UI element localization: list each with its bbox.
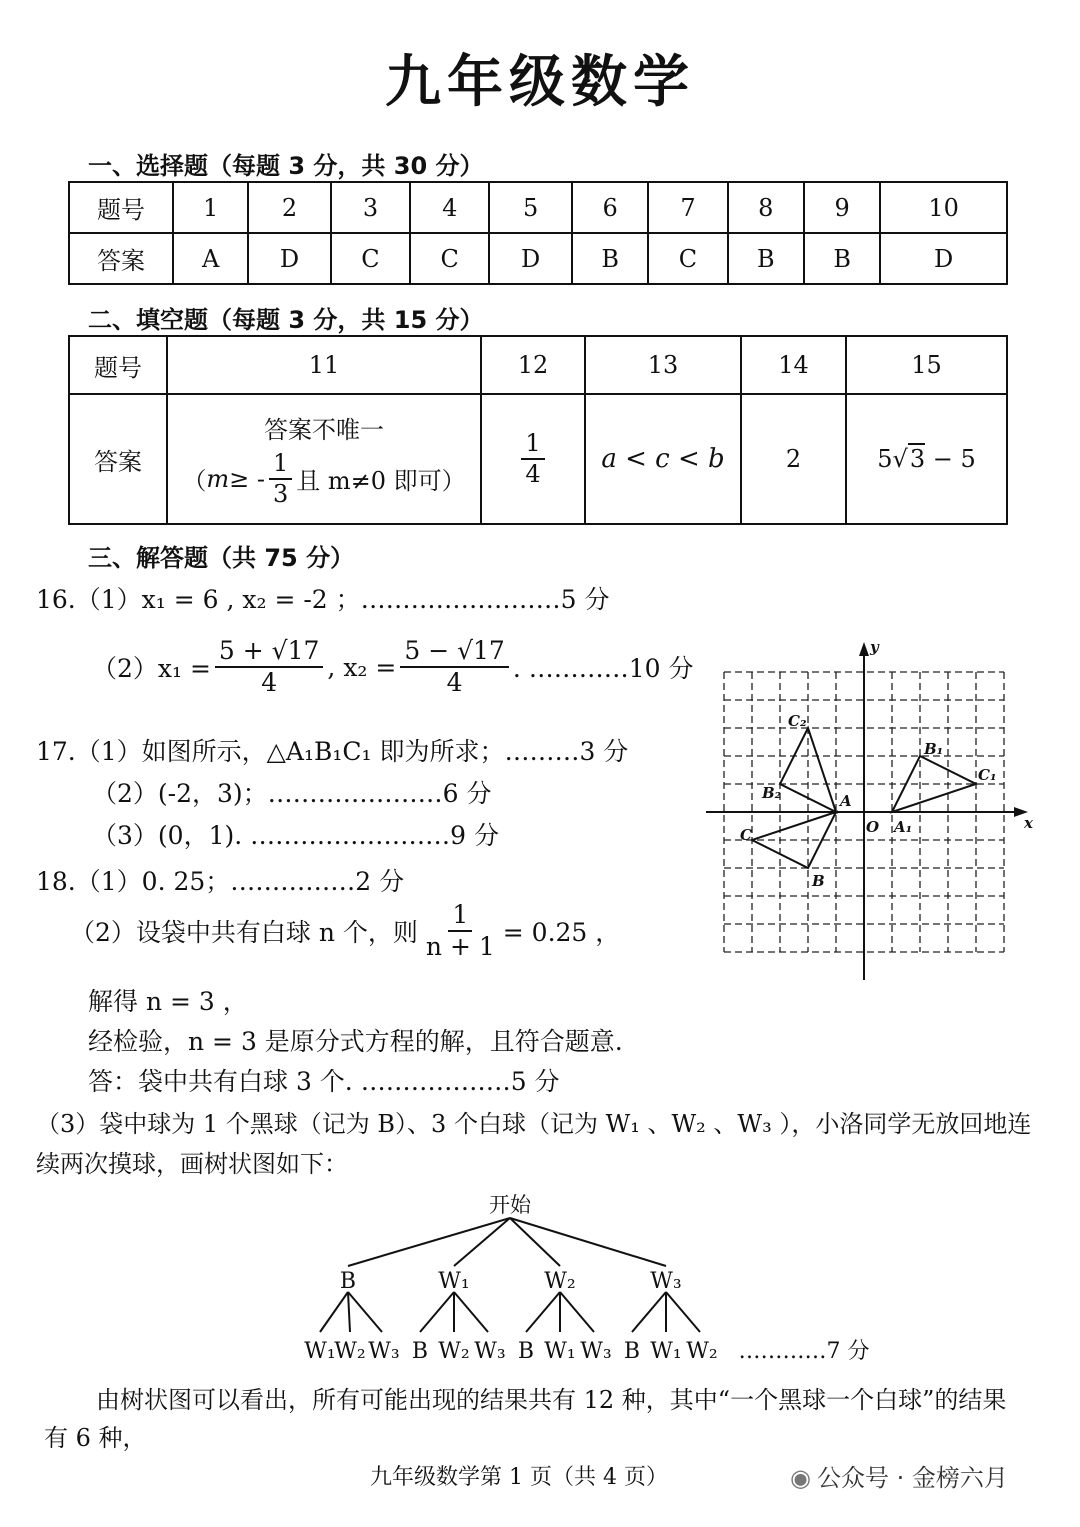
- cell-number: 15: [846, 336, 1007, 394]
- cell-answer: B: [728, 233, 804, 284]
- coordinate-grid-figure: [700, 636, 1040, 986]
- label-B1: B₁: [924, 740, 944, 758]
- cell-number: 1: [173, 182, 248, 233]
- tree-leaf: B: [411, 1339, 429, 1364]
- answer-15-radicand: 3: [909, 445, 926, 473]
- label-C: C: [740, 826, 752, 844]
- cell-answer: C: [410, 233, 489, 284]
- q18-part2: [70, 900, 620, 962]
- fill-answer-table: [68, 335, 1008, 525]
- section2-heading: 二、填空题（每题 3 分，共 15 分）: [88, 306, 484, 334]
- y-axis-arrow-icon: [859, 642, 869, 656]
- q18-part3-line1: （3）袋中球为 1 个黑球（记为 B）、3 个白球（记为 W₁ 、W₂ 、W₃ ），小洛同学无放回地连: [36, 1110, 1032, 1138]
- cell-number: 5: [489, 182, 572, 233]
- cell-answer: A: [173, 233, 248, 284]
- cell-answer: D: [880, 233, 1007, 284]
- answer-14: 2: [741, 394, 846, 524]
- tree-node-level1: W₁: [438, 1269, 470, 1294]
- fraction-numerator: 1: [269, 449, 292, 480]
- label-B: B: [812, 872, 825, 890]
- cell-number: 7: [648, 182, 727, 233]
- tree-leaf: B: [517, 1339, 535, 1364]
- answer-11: [167, 394, 481, 524]
- q16-part2-score: . …………10 分: [512, 654, 694, 683]
- q17-part2: （2）(-2，3)；…………………6 分: [92, 779, 492, 808]
- tree-node-level1: W₂: [544, 1269, 576, 1294]
- tree-leaf: W₃: [368, 1339, 400, 1364]
- cell-number: 4: [410, 182, 489, 233]
- section3-heading: 三、解答题（共 75 分）: [88, 544, 355, 572]
- tree-node-level1: B: [339, 1269, 357, 1294]
- q18-solve: 解得 n = 3 ，: [88, 987, 248, 1016]
- conclusion-line2: 有 6 种，: [44, 1424, 147, 1452]
- fraction-numerator: 1: [521, 429, 544, 460]
- watermark: [790, 1458, 1008, 1493]
- q16-fraction-2: [400, 636, 509, 698]
- answer-15-tail: − 5: [925, 445, 976, 473]
- cell-answer: D: [248, 233, 331, 284]
- cell-answer: B: [804, 233, 880, 284]
- answer-12-fraction: [521, 429, 544, 489]
- fraction-denominator: 3: [272, 479, 289, 508]
- cell-number: 10: [880, 182, 1007, 233]
- cell-number: 2: [248, 182, 331, 233]
- cell-number: 9: [804, 182, 880, 233]
- answer-11-line1: 答案不唯一: [264, 415, 384, 444]
- q18-part2-post: = 0.25 ，: [502, 918, 621, 947]
- cell-number: 11: [167, 336, 481, 394]
- answer-15: 5√3 − 5: [846, 394, 1007, 524]
- q16-part2: [92, 636, 694, 698]
- cell-number: 12: [481, 336, 585, 394]
- q17-part1: 17.（1）如图所示，△A₁B₁C₁ 即为所求；………3 分: [36, 737, 629, 766]
- answer-11-m: m: [206, 464, 230, 493]
- watermark-text: 公众号 · 金榜六月: [816, 1464, 1008, 1492]
- answer-11-open: （: [182, 467, 207, 495]
- tree-score: …………7 分: [738, 1339, 870, 1364]
- answer-13: a < c < b: [585, 394, 741, 524]
- tree-leaf: W₁: [544, 1339, 576, 1364]
- q18-part3-line2: 续两次摸球，画树状图如下：: [36, 1150, 348, 1178]
- q18-check: 经检验，n = 3 是原分式方程的解，且符合题意.: [88, 1027, 623, 1056]
- q18-part1: 18.（1）0. 25；……………2 分: [36, 867, 405, 896]
- answer-15-coef: 5: [877, 445, 893, 473]
- tree-leaf: W₁: [304, 1339, 336, 1364]
- answer-11-fraction: [269, 449, 292, 509]
- tree-branches: [320, 1218, 700, 1332]
- fraction-denominator: 4: [446, 668, 463, 697]
- cell-answer: C: [648, 233, 727, 284]
- row-label-answer: 答案: [69, 394, 167, 524]
- tree-leaf: W₃: [474, 1339, 506, 1364]
- fraction-denominator: 4: [261, 668, 278, 697]
- q18-part2-pre: （2）设袋中共有白球 n 个，则: [70, 918, 418, 947]
- tree-leaf: W₂: [334, 1339, 366, 1364]
- row-label-number: 题号: [69, 336, 167, 394]
- label-C2: C₂: [788, 712, 807, 730]
- label-B2: B₂: [762, 784, 782, 802]
- fraction-numerator: 5 − √17: [400, 636, 509, 668]
- page-title: 九年级数学: [385, 50, 695, 115]
- fraction-numerator: 1: [448, 900, 472, 932]
- fraction-denominator: 4: [525, 460, 541, 488]
- row-label-number: 题号: [69, 182, 173, 233]
- q17-part3: （3）(0，1). ……………………9 分: [92, 821, 499, 850]
- tree-leaf: W₁: [650, 1339, 682, 1364]
- cell-answer: C: [331, 233, 410, 284]
- q16-part2-mid: , x₂ =: [327, 652, 397, 682]
- fraction-denominator: n + 1: [425, 932, 495, 961]
- conclusion-line1: 由树状图可以看出，所有可能出现的结果共有 12 种，其中“一个黑球一个白球”的结果: [96, 1386, 1007, 1414]
- tree-leaf: B: [623, 1339, 641, 1364]
- label-x: x: [1024, 814, 1033, 832]
- tree-leaf: W₂: [686, 1339, 718, 1364]
- tree-leaf: W₂: [438, 1339, 470, 1364]
- page-footer: 九年级数学第 1 页（共 4 页）: [370, 1465, 668, 1490]
- tree-diagram: [290, 1186, 890, 1376]
- label-A1: A₁: [894, 818, 913, 836]
- q18-answer: 答：袋中共有白球 3 个. ………………5 分: [88, 1067, 560, 1096]
- choice-answer-table: [68, 181, 1008, 285]
- q16-part1: 16.（1）x₁ = 6 , x₂ = -2 ；……………………5 分: [36, 585, 610, 614]
- label-A: A: [840, 792, 852, 810]
- q16-part2-label: （2）x₁ =: [92, 654, 211, 683]
- label-C1: C₁: [978, 766, 997, 784]
- tree-node-level1: W₃: [650, 1269, 682, 1294]
- cell-answer: D: [489, 233, 572, 284]
- section1-heading: 一、选择题（每题 3 分，共 30 分）: [88, 152, 484, 180]
- cell-number: 14: [741, 336, 846, 394]
- label-y: y: [870, 638, 879, 656]
- cell-number: 8: [728, 182, 804, 233]
- wechat-icon: ◉: [790, 1464, 811, 1492]
- cell-number: 3: [331, 182, 410, 233]
- q18-fraction: [422, 900, 499, 962]
- q16-fraction-1: [215, 636, 324, 698]
- tree-leaf: W₃: [580, 1339, 612, 1364]
- answer-11-ge: ≥ -: [229, 464, 265, 493]
- label-origin: O: [866, 818, 880, 836]
- answer-12: [481, 394, 585, 524]
- tree-root: 开始: [489, 1193, 531, 1217]
- fraction-numerator: 5 + √17: [215, 636, 324, 668]
- cell-number: 6: [572, 182, 648, 233]
- answer-11-rest: 且 m≠0 即可）: [296, 467, 466, 495]
- row-label-answer: 答案: [69, 233, 173, 284]
- cell-answer: B: [572, 233, 648, 284]
- cell-number: 13: [585, 336, 741, 394]
